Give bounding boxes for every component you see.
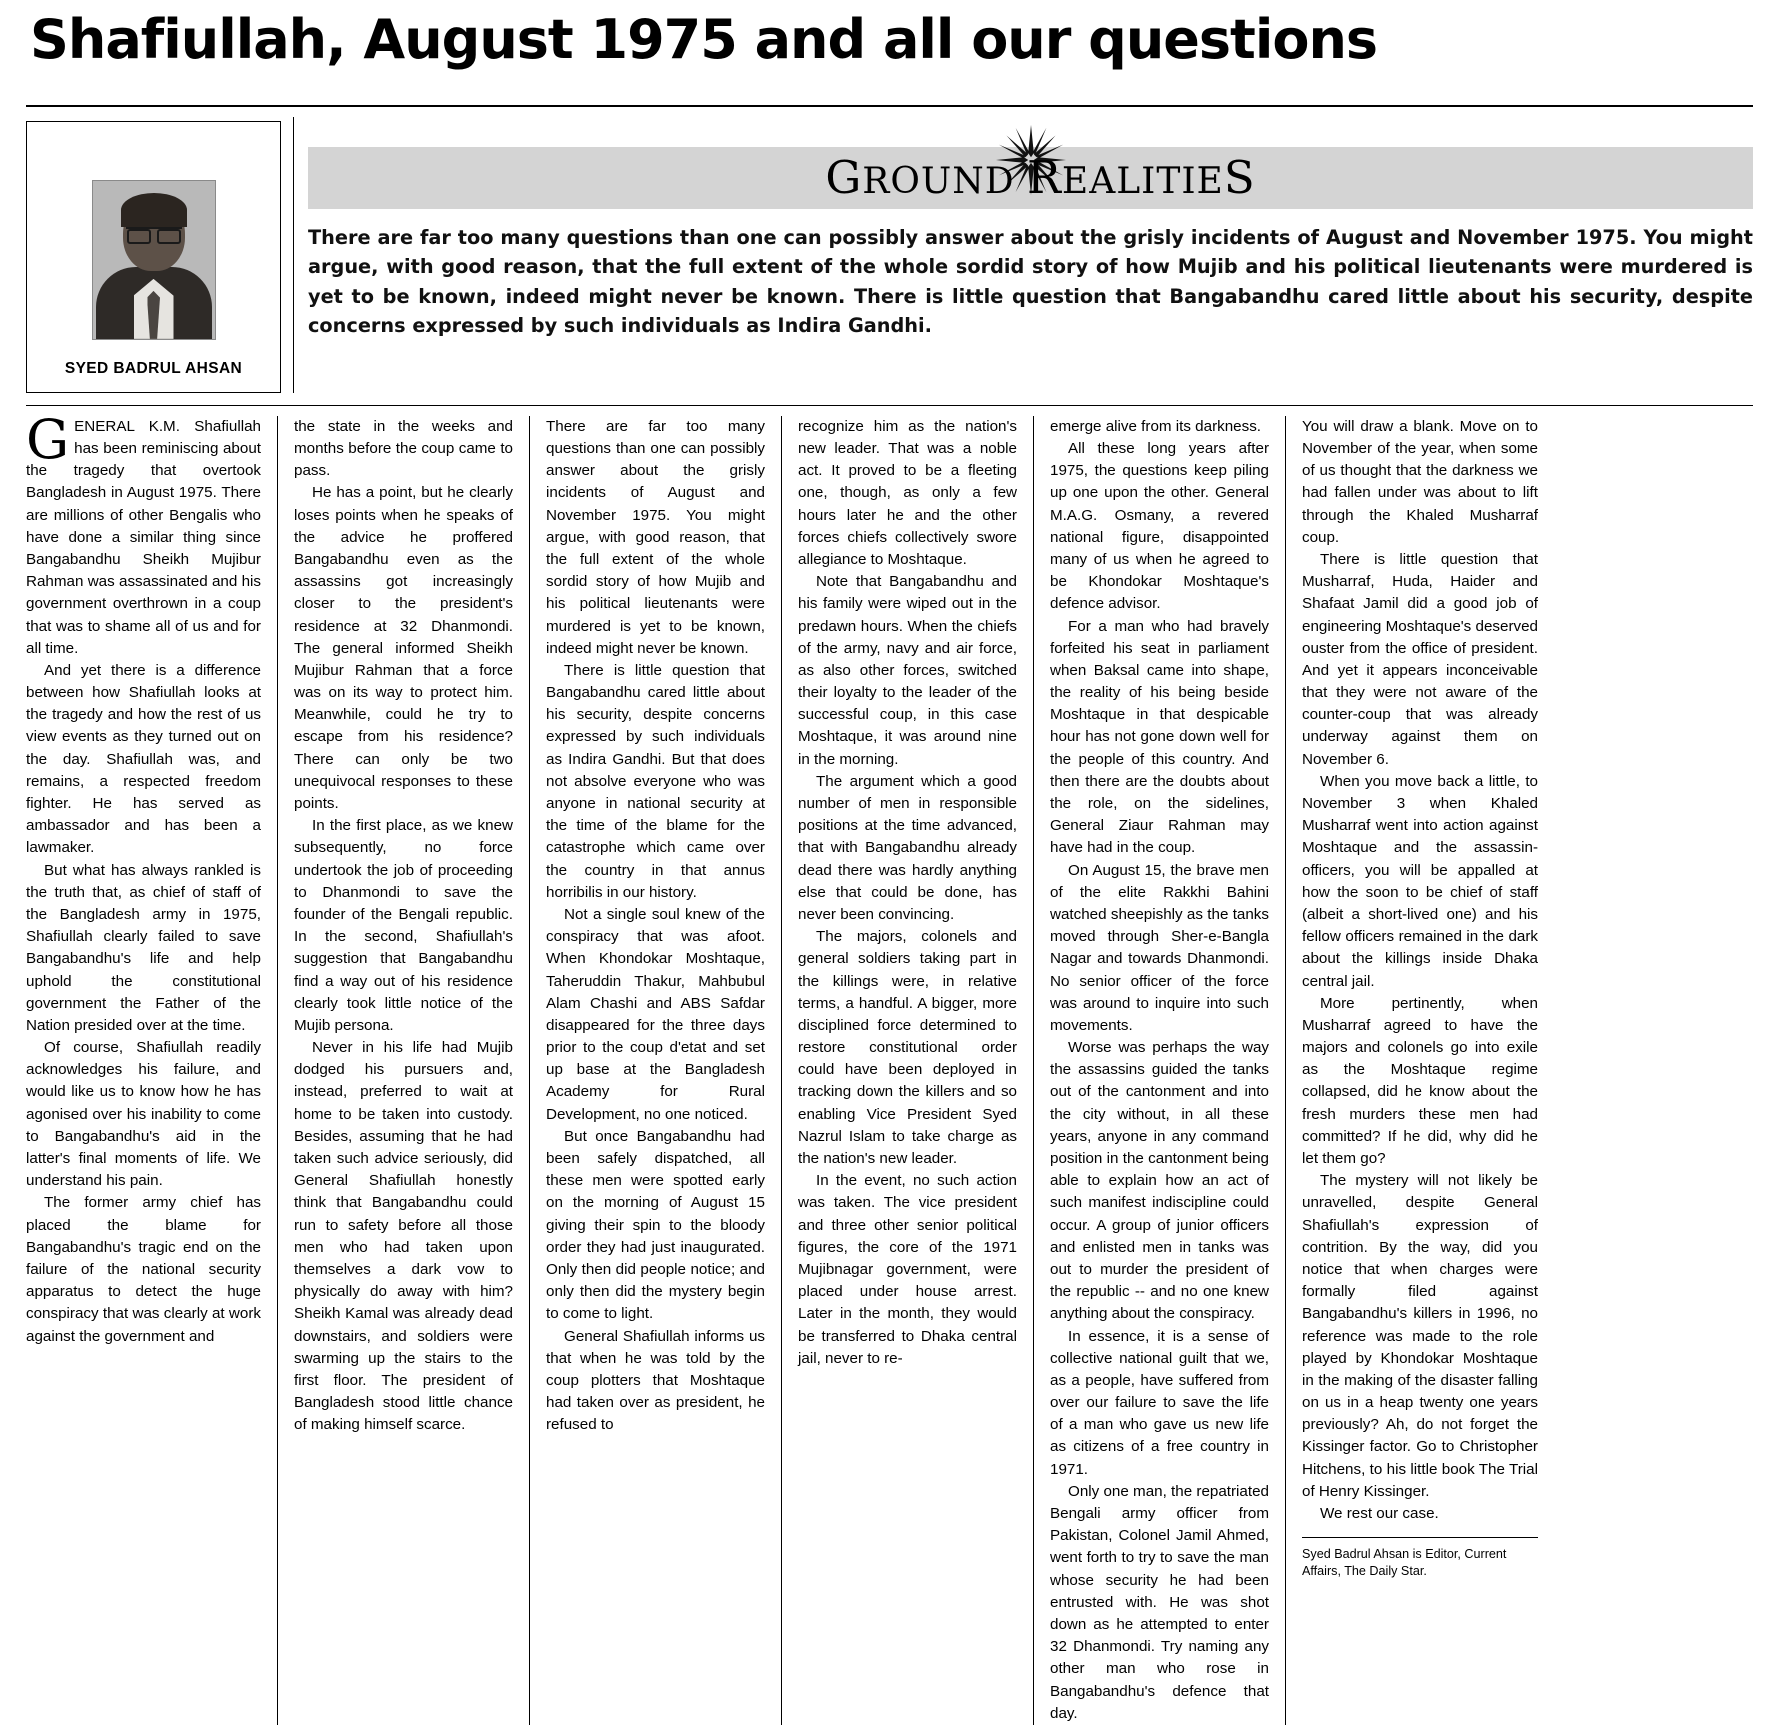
text-column-2 bbox=[278, 416, 530, 1725]
author-name: SYED BADRUL AHSAN bbox=[64, 359, 243, 377]
article-body bbox=[26, 407, 1753, 1725]
avatar bbox=[92, 180, 216, 340]
paragraph: Never in his life had Mujib dodged his pursuers and, instead, preferred to wait at home to be taken into custody. Besides, assuming that he had taken such advice seriously, did General Shafiullah honestly think that Bangabandhu could run to safety before all those men who had taken upon themselves a dark vow to physically do away with him? Sheikh Kamal was already dead downstairs, and soldiers were swarming up the stairs to the first floor. The president of Bangladesh stood little chance of making himself scarce. bbox=[294, 1039, 513, 1434]
paragraph: Worse was perhaps the way the assassins guided the tanks out of the cantonment and into the city without, in all these years, anyone in any command position in the cantonment being able to explain how an act of such manifest indiscipline could occur. A group of junior officers and enlisted men in tanks was out to murder the president of the republic -- and no one knew anything about the conspiracy. bbox=[1050, 1039, 1269, 1323]
column-banner-title bbox=[825, 151, 1255, 204]
masthead-divider bbox=[26, 105, 1753, 107]
author-box bbox=[26, 121, 281, 393]
paragraph: In the first place, as we knew subsequently, no force undertook the job of proceeding to Dhanmondi to save the founder of the Bengali republic. In the second, Shafiullah's suggestion that Bangabandhu find a way out of his residence clearly took little notice of the Mujib persona. bbox=[294, 817, 513, 1034]
standfirst: There are far too many questions than one can possibly answer about the grisly incidents of August and November 1975. You might argue, with good reason, that the full extent of the whole sordid story of how Mujib and his political lieutenants were murdered is yet to be known, indeed might never be known. There is little question that Bangabandhu cared little about his security, despite concerns expressed by such individuals as Indira Gandhi. bbox=[308, 225, 1753, 337]
ground-realities-banner bbox=[308, 147, 1753, 209]
paragraph: All these long years after 1975, the questions keep piling up one upon the other. General M.A.G. Osmany, a revered national figure, disappointed many of us when he agreed to be Khondokar Moshtaque's defence advisor. bbox=[1050, 440, 1269, 613]
text-column-1 bbox=[26, 407, 278, 1725]
text-column-6 bbox=[1286, 416, 1538, 1725]
paragraph: There is little question that Bangabandhu cared little about his security, despite concerns expressed by such individuals as Indira Gandhi. But that does not absolve everyone who was anyone in national security at the time of the blame for the catastrophe which came over the country in that annus horribilis in our history. bbox=[546, 661, 765, 901]
paragraph: the state in the weeks and months before the coup came to pass. bbox=[294, 417, 513, 480]
paragraph: Of course, Shafiullah readily acknowledges his failure, and would like us to know how he has agonised over his inability to come to Bangabandhu's aid in the latter's final moments of life. We understand his pain. bbox=[26, 1039, 261, 1190]
paragraph: General Shafiullah informs us that when he was told by the coup plotters that Moshtaque had taken over as president, he refused to bbox=[546, 1327, 765, 1434]
paragraph: For a man who had bravely forfeited his seat in parliament when Baksal came into shape, the reality of his being beside Moshtaque in that despicable hour has not gone down well for the people of this country. And then there are the doubts about the role, on the sidelines, General Ziaur Rahman may have had in the coup. bbox=[1050, 617, 1269, 857]
paragraph: On August 15, the brave men of the elite Rakkhi Bahini watched sheepishly as the tanks moved through Sher-e-Bangla Nagar and towards Dhanmondi. No senior officer of the force was around to inquire into such movements. bbox=[1050, 861, 1269, 1034]
paragraph: You will draw a blank. Move on to November of the year, when some of us thought that the darkness we had fallen under was about to lift through the Khaled Musharraf coup. bbox=[1302, 417, 1538, 546]
drop-cap: G bbox=[26, 407, 70, 471]
banner-letter-g: G bbox=[825, 151, 863, 205]
banner-letter-s: S bbox=[1223, 151, 1256, 205]
text-column-4 bbox=[782, 416, 1034, 1725]
paragraph: Note that Bangabandhu and his family were wiped out in the predawn hours. When the chiefs of the army, navy and air force, as also other forces, switched their loyalty to the leader of the successful coup, in this case Moshtaque, it was around nine in the morning. bbox=[798, 573, 1017, 768]
header-divider bbox=[26, 405, 1753, 406]
paragraph-text: ENERAL K.M. Shafiullah has been reminiscing about the tragedy that overtook Bangladesh in August 1975. There are millions of other Bengalis who have done a similar thing since Bangabandhu Sheikh Mujibur Rahman was assassinated and his government overthrown in a coup that was to shame all of us and for all time. bbox=[26, 417, 261, 657]
paragraph: Only one man, the repatriated Bengali army officer from Pakistan, Colonel Jamil Ahmed, went forth to try to save the man whose security he had been entrusted with. He was shot down as he attempted to enter 32 Dhanmondi. Try naming any other man who rose in Bangabandhu's defence that day. bbox=[1050, 1482, 1269, 1722]
paragraph: But what has always rankled is the truth that, as chief of staff of the Bangladesh army in 1975, Shafiullah clearly failed to save Bangabandhu's life and help uphold the constitutional government the Father of the Nation presided over at the time. bbox=[26, 861, 261, 1034]
paragraph: emerge alive from its darkness. bbox=[1050, 417, 1262, 435]
paragraph: When you move back a little, to November 3 when Khaled Musharraf went into action against Moshtaque and the assassin-officers, you will be appalled at how the soon to be chief of staff (albeit a short-lived one) and his fellow officers remained in the dark about the killings inside Dhaka central jail. bbox=[1302, 772, 1538, 990]
banner-word-round: ROUND bbox=[862, 161, 1028, 203]
paragraph: Not a single soul knew of the conspiracy that was afoot. When Khondokar Moshtaque, Taheruddin Thakur, Mahbubul Alam Chashi and ABS Safdar disappeared for the three days prior to the coup d'etat and set up base at the Bangladesh Academy for Rural Development, no one noticed. bbox=[546, 905, 765, 1123]
paragraph: There is little question that Musharraf, Huda, Haider and Shafaat Jamil did a good job of engineering Moshtaque's deserved ouster from the office of president. And yet it appears inconceivable that they were not aware of the counter-coup that was already underway against them on November 6. bbox=[1302, 550, 1538, 768]
paragraph: The argument which a good number of men in responsible positions at the time advanced, that with Bangabandhu already dead there was hardly anything else that could be done, has never been convincing. bbox=[798, 772, 1017, 923]
paragraph: More pertinently, when Musharraf agreed to have the majors and colonels go into exile as the Moshtaque regime collapsed, did he know about the fresh murders these men had committed? If he did, why did he let them go? bbox=[1302, 994, 1538, 1168]
banner-word-ealitie: EALITIE bbox=[1061, 161, 1224, 203]
text-column-3 bbox=[530, 416, 782, 1725]
banner-letter-r: R bbox=[1027, 151, 1062, 205]
paragraph: recognize him as the nation's new leader. That was a noble act. It proved to be a fleeting one, though, as only a few hours later he and the other forces chiefs collectively swore allegiance to Moshtaque. bbox=[798, 417, 1017, 568]
paragraph: The mystery will not likely be unravelled, despite General Shafiullah's expression of contrition. By the way, did you notice that when charges were formally filed against Bangabandhu's killers in 1996, no reference was made to the role played by Khondokar Moshtaque in the making of the disaster falling on us in a heap twenty one years previously? Ah, do not forget the Kissinger factor. Go to Christopher Hitchens, to his little book The Trial of Henry Kissinger. bbox=[1302, 1172, 1538, 1500]
text-column-5 bbox=[1034, 416, 1286, 1725]
article-header-area bbox=[26, 117, 1753, 393]
paragraph: The former army chief has placed the blame for Bangabandhu's tragic end on the failure of the national security apparatus to detect the huge conspiracy that was clearly at work against the government and bbox=[26, 1194, 261, 1345]
paragraph: In the event, no such action was taken. The vice president and three other senior political figures, the core of the 1971 Mujibnagar government, were placed under house arrest. Later in the month, they would be transferred to Dhaka central jail, never to re- bbox=[798, 1172, 1017, 1367]
paragraph: There are far too many questions than one can possibly answer about the grisly incidents of August and November 1975. You might argue, with good reason, that the full extent of the whole sordid story of how Mujib and his political lieutenants were murdered is yet to be known, indeed might never be known. bbox=[546, 417, 765, 657]
page-title: Shafiullah, August 1975 and all our questions bbox=[30, 8, 1378, 71]
paragraph bbox=[26, 407, 261, 660]
paragraph: The majors, colonels and general soldiers taking part in the killings were, in relative terms, a handful. A bigger, more disciplined force determined to restore constitutional order could have been deployed in tracking down the killers and so enabling Vice President Syed Nazrul Islam to take charge as the nation's new leader. bbox=[798, 928, 1017, 1168]
paragraph: And yet there is a difference between how Shafiullah looks at the tragedy and how the rest of us view events as they turned out on the day. Shafiullah was, and remains, a respected freedom fighter. He has served as ambassador and has been a lawmaker. bbox=[26, 661, 261, 857]
author-tagline: Syed Badrul Ahsan is Editor, Current Affairs, The Daily Star. bbox=[1302, 1537, 1538, 1580]
paragraph: In essence, it is a sense of collective national guilt that we, as a people, have suffered from over our failure to save the life of a man who gave us new life as citizens of a free country in 1971. bbox=[1050, 1327, 1269, 1478]
column-banner-area bbox=[294, 117, 1753, 393]
author-column bbox=[26, 117, 294, 393]
paragraph: He has a point, but he clearly loses points when he speaks of the advice he proffered Bangabandhu even as the assassins got increasingly closer to the president's residence at 32 Dhanmondi. The general informed Sheikh Mujibur Rahman that a force was on its way to protect him. Meanwhile, could he try to escape from his residence? There can only be two unequivocal responses to these points. bbox=[294, 484, 513, 813]
paragraph: But once Bangabandhu had been safely dispatched, all these men were spotted early on the morning of August 15 giving their spin to the bloody order they had just inaugurated. Only then did people notice; and only then did the mystery begin to come to light. bbox=[546, 1127, 765, 1323]
paragraph: We rest our case. bbox=[1320, 1505, 1439, 1523]
